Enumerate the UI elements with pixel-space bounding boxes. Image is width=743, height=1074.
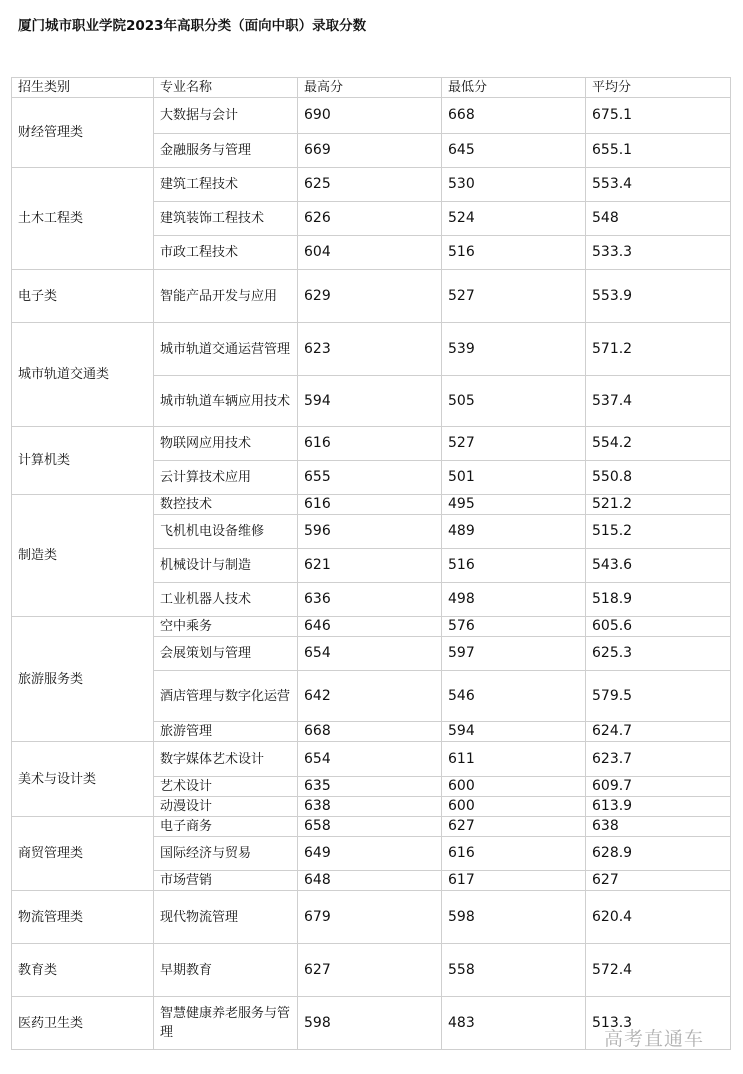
category-cell: 财经管理类 [12,98,154,168]
avg-score-cell: 605.6 [586,617,731,637]
major-cell: 国际经济与贸易 [154,837,298,871]
max-score-cell: 629 [298,270,442,323]
major-cell: 智慧健康养老服务与管理 [154,997,298,1050]
max-score-cell: 616 [298,495,442,515]
min-score-cell: 516 [442,549,586,583]
min-score-cell: 516 [442,236,586,270]
avg-score-cell: 620.4 [586,891,731,944]
max-score-cell: 648 [298,871,442,891]
major-cell: 金融服务与管理 [154,134,298,168]
avg-score-cell: 609.7 [586,777,731,797]
min-score-cell: 527 [442,427,586,461]
min-score-cell: 498 [442,583,586,617]
major-cell: 市政工程技术 [154,236,298,270]
max-score-cell: 594 [298,376,442,427]
category-cell: 物流管理类 [12,891,154,944]
major-cell: 云计算技术应用 [154,461,298,495]
max-score-cell: 635 [298,777,442,797]
major-cell: 智能产品开发与应用 [154,270,298,323]
avg-score-cell: 537.4 [586,376,731,427]
admission-score-table [11,77,731,1050]
max-score-cell: 658 [298,817,442,837]
min-score-cell: 501 [442,461,586,495]
min-score-cell: 530 [442,168,586,202]
max-score-cell: 596 [298,515,442,549]
avg-score-cell: 625.3 [586,637,731,671]
min-score-cell: 489 [442,515,586,549]
header-avg-score: 平均分 [586,78,731,98]
table-row [12,817,731,837]
table-header-row [12,78,731,98]
avg-score-cell: 571.2 [586,323,731,376]
max-score-cell: 626 [298,202,442,236]
major-cell: 物联网应用技术 [154,427,298,461]
max-score-cell: 655 [298,461,442,495]
max-score-cell: 669 [298,134,442,168]
max-score-cell: 654 [298,742,442,777]
header-max-score: 最高分 [298,78,442,98]
max-score-cell: 642 [298,671,442,722]
table-row [12,495,731,515]
table-row [12,617,731,637]
major-cell: 动漫设计 [154,797,298,817]
avg-score-cell: 521.2 [586,495,731,515]
table-row [12,323,731,376]
max-score-cell: 623 [298,323,442,376]
max-score-cell: 604 [298,236,442,270]
category-cell: 商贸管理类 [12,817,154,891]
avg-score-cell: 624.7 [586,722,731,742]
header-min-score: 最低分 [442,78,586,98]
major-cell: 城市轨道车辆应用技术 [154,376,298,427]
avg-score-cell: 553.4 [586,168,731,202]
category-cell: 电子类 [12,270,154,323]
min-score-cell: 576 [442,617,586,637]
max-score-cell: 616 [298,427,442,461]
header-major: 专业名称 [154,78,298,98]
major-cell: 酒店管理与数字化运营 [154,671,298,722]
avg-score-cell: 554.2 [586,427,731,461]
category-cell: 医药卫生类 [12,997,154,1050]
major-cell: 工业机器人技术 [154,583,298,617]
avg-score-cell: 623.7 [586,742,731,777]
min-score-cell: 483 [442,997,586,1050]
category-cell: 土木工程类 [12,168,154,270]
major-cell: 空中乘务 [154,617,298,637]
max-score-cell: 621 [298,549,442,583]
avg-score-cell: 513.3 [586,997,731,1050]
max-score-cell: 690 [298,98,442,134]
major-cell: 电子商务 [154,817,298,837]
max-score-cell: 649 [298,837,442,871]
category-cell: 城市轨道交通类 [12,323,154,427]
max-score-cell: 625 [298,168,442,202]
table-row [12,427,731,461]
min-score-cell: 617 [442,871,586,891]
category-cell: 旅游服务类 [12,617,154,742]
avg-score-cell: 515.2 [586,515,731,549]
major-cell: 现代物流管理 [154,891,298,944]
min-score-cell: 645 [442,134,586,168]
category-cell: 制造类 [12,495,154,617]
max-score-cell: 636 [298,583,442,617]
table-row [12,98,731,134]
avg-score-cell: 543.6 [586,549,731,583]
major-cell: 旅游管理 [154,722,298,742]
table-row [12,168,731,202]
major-cell: 市场营销 [154,871,298,891]
min-score-cell: 627 [442,817,586,837]
min-score-cell: 495 [442,495,586,515]
max-score-cell: 668 [298,722,442,742]
major-cell: 艺术设计 [154,777,298,797]
header-category: 招生类别 [12,78,154,98]
max-score-cell: 654 [298,637,442,671]
min-score-cell: 539 [442,323,586,376]
avg-score-cell: 675.1 [586,98,731,134]
avg-score-cell: 533.3 [586,236,731,270]
max-score-cell: 638 [298,797,442,817]
max-score-cell: 627 [298,944,442,997]
min-score-cell: 505 [442,376,586,427]
min-score-cell: 597 [442,637,586,671]
major-cell: 数控技术 [154,495,298,515]
avg-score-cell: 553.9 [586,270,731,323]
table-body [12,98,731,1050]
page-title: 厦门城市职业学院2023年高职分类（面向中职）录取分数 [18,18,367,34]
max-score-cell: 598 [298,997,442,1050]
max-score-cell: 679 [298,891,442,944]
min-score-cell: 546 [442,671,586,722]
avg-score-cell: 572.4 [586,944,731,997]
watermark-text: 高考直通车 [604,1028,705,1050]
major-cell: 数字媒体艺术设计 [154,742,298,777]
major-cell: 机械设计与制造 [154,549,298,583]
min-score-cell: 600 [442,797,586,817]
major-cell: 早期教育 [154,944,298,997]
major-cell: 建筑装饰工程技术 [154,202,298,236]
category-cell: 美术与设计类 [12,742,154,817]
min-score-cell: 668 [442,98,586,134]
avg-score-cell: 655.1 [586,134,731,168]
min-score-cell: 598 [442,891,586,944]
table-row [12,270,731,323]
table-row [12,891,731,944]
avg-score-cell: 628.9 [586,837,731,871]
major-cell: 城市轨道交通运营管理 [154,323,298,376]
min-score-cell: 616 [442,837,586,871]
major-cell: 大数据与会计 [154,98,298,134]
avg-score-cell: 518.9 [586,583,731,617]
min-score-cell: 594 [442,722,586,742]
major-cell: 飞机机电设备维修 [154,515,298,549]
max-score-cell: 646 [298,617,442,637]
avg-score-cell: 627 [586,871,731,891]
table-row [12,742,731,777]
avg-score-cell: 638 [586,817,731,837]
avg-score-cell: 548 [586,202,731,236]
min-score-cell: 524 [442,202,586,236]
avg-score-cell: 613.9 [586,797,731,817]
category-cell: 教育类 [12,944,154,997]
min-score-cell: 527 [442,270,586,323]
avg-score-cell: 550.8 [586,461,731,495]
avg-score-cell: 579.5 [586,671,731,722]
major-cell: 建筑工程技术 [154,168,298,202]
min-score-cell: 611 [442,742,586,777]
table-row [12,944,731,997]
major-cell: 会展策划与管理 [154,637,298,671]
min-score-cell: 558 [442,944,586,997]
min-score-cell: 600 [442,777,586,797]
category-cell: 计算机类 [12,427,154,495]
